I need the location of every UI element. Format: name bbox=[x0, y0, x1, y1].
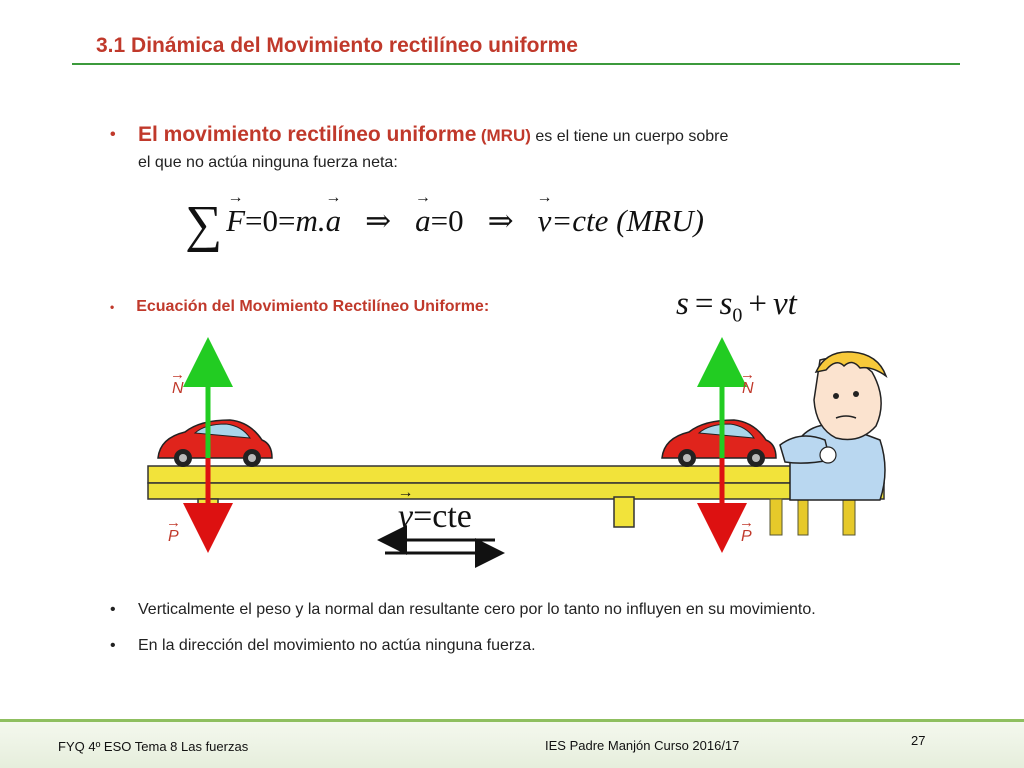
conclusion-text-2: En la dirección del movimiento no actúa ninguna fuerza. bbox=[138, 637, 536, 654]
support-block-right bbox=[614, 497, 634, 527]
vector-arrow-mark: → bbox=[739, 514, 754, 531]
footer-school: IES Padre Manjón Curso 2016/17 bbox=[545, 738, 740, 753]
equals-sign: = bbox=[694, 286, 714, 322]
weight-label-left bbox=[166, 514, 181, 546]
subscript-zero: 0 bbox=[732, 304, 743, 327]
velocity-vector: → v bbox=[398, 498, 413, 536]
equation-label: Ecuación del Movimiento Rectilíneo Uniforme: bbox=[136, 298, 490, 315]
acceleration-vector: → a bbox=[326, 203, 342, 239]
page-number: 27 bbox=[911, 733, 926, 748]
bullet-marker: • bbox=[110, 601, 116, 618]
force-vector: → F bbox=[226, 203, 245, 239]
s0-var: s bbox=[719, 286, 733, 322]
mass-dot: m. bbox=[295, 203, 326, 238]
vector-arrow-mark: → bbox=[740, 366, 755, 383]
vector-arrow-mark: → bbox=[166, 514, 181, 531]
chair-leg-2 bbox=[798, 499, 808, 535]
chair-leg-1 bbox=[770, 499, 782, 535]
boy-illustration bbox=[780, 352, 886, 500]
car-left bbox=[158, 420, 272, 467]
bullet-marker: • bbox=[110, 300, 115, 314]
weight-symbol: P bbox=[741, 528, 752, 545]
s-var: s bbox=[676, 286, 689, 322]
bullet1-text-line2: el que no actúa ninguna fuerza neta: bbox=[138, 154, 398, 171]
normal-label-left bbox=[170, 366, 185, 398]
normal-symbol: N bbox=[742, 380, 754, 397]
conclusion-bullets bbox=[110, 600, 900, 672]
plus-sign: + bbox=[748, 286, 767, 322]
normal-symbol: N bbox=[172, 380, 184, 397]
board-front bbox=[148, 483, 884, 499]
board-top bbox=[148, 466, 884, 483]
vt-term: vt bbox=[772, 286, 797, 322]
car-right bbox=[662, 420, 776, 467]
equals-zero-equals: =0= bbox=[245, 203, 296, 238]
summation-symbol: ∑ bbox=[185, 196, 223, 253]
implies-arrow-1: ⇒ bbox=[365, 203, 392, 238]
bullet-marker: • bbox=[110, 637, 116, 654]
implies-arrow-2: ⇒ bbox=[487, 203, 514, 238]
mru-abbreviation: (MRU) bbox=[480, 126, 531, 145]
conclusion-text-1: Verticalmente el peso y la normal dan resultante cero por lo tanto no influyen en su movimiento. bbox=[138, 601, 816, 618]
weight-label-right bbox=[739, 514, 754, 546]
velocity-vector: → v bbox=[538, 203, 552, 239]
chair-leg-3 bbox=[843, 499, 855, 535]
normal-label-right bbox=[740, 366, 755, 398]
equals-zero: =0 bbox=[430, 203, 464, 238]
vector-arrow-mark: → bbox=[170, 366, 185, 383]
mru-term: El movimiento rectilíneo uniforme bbox=[138, 123, 477, 146]
velocity-constant-formula bbox=[398, 498, 472, 536]
conclusion-item-1 bbox=[110, 600, 900, 619]
slide-title: 3.1 Dinámica del Movimiento rectilíneo uniforme bbox=[96, 34, 578, 57]
footer-course: FYQ 4º ESO Tema 8 Las fuerzas bbox=[58, 739, 249, 754]
bullet-marker: • bbox=[110, 126, 116, 143]
bullet1-text-line1: es el tiene un cuerpo sobre bbox=[535, 128, 729, 145]
weight-symbol: P bbox=[168, 528, 179, 545]
mru-label: (MRU) bbox=[616, 203, 704, 238]
equals-cte: =cte bbox=[413, 498, 472, 535]
conclusion-item-2 bbox=[110, 636, 900, 655]
acceleration-vector-2: → a bbox=[415, 203, 431, 239]
equals-cte: =cte bbox=[551, 203, 609, 238]
